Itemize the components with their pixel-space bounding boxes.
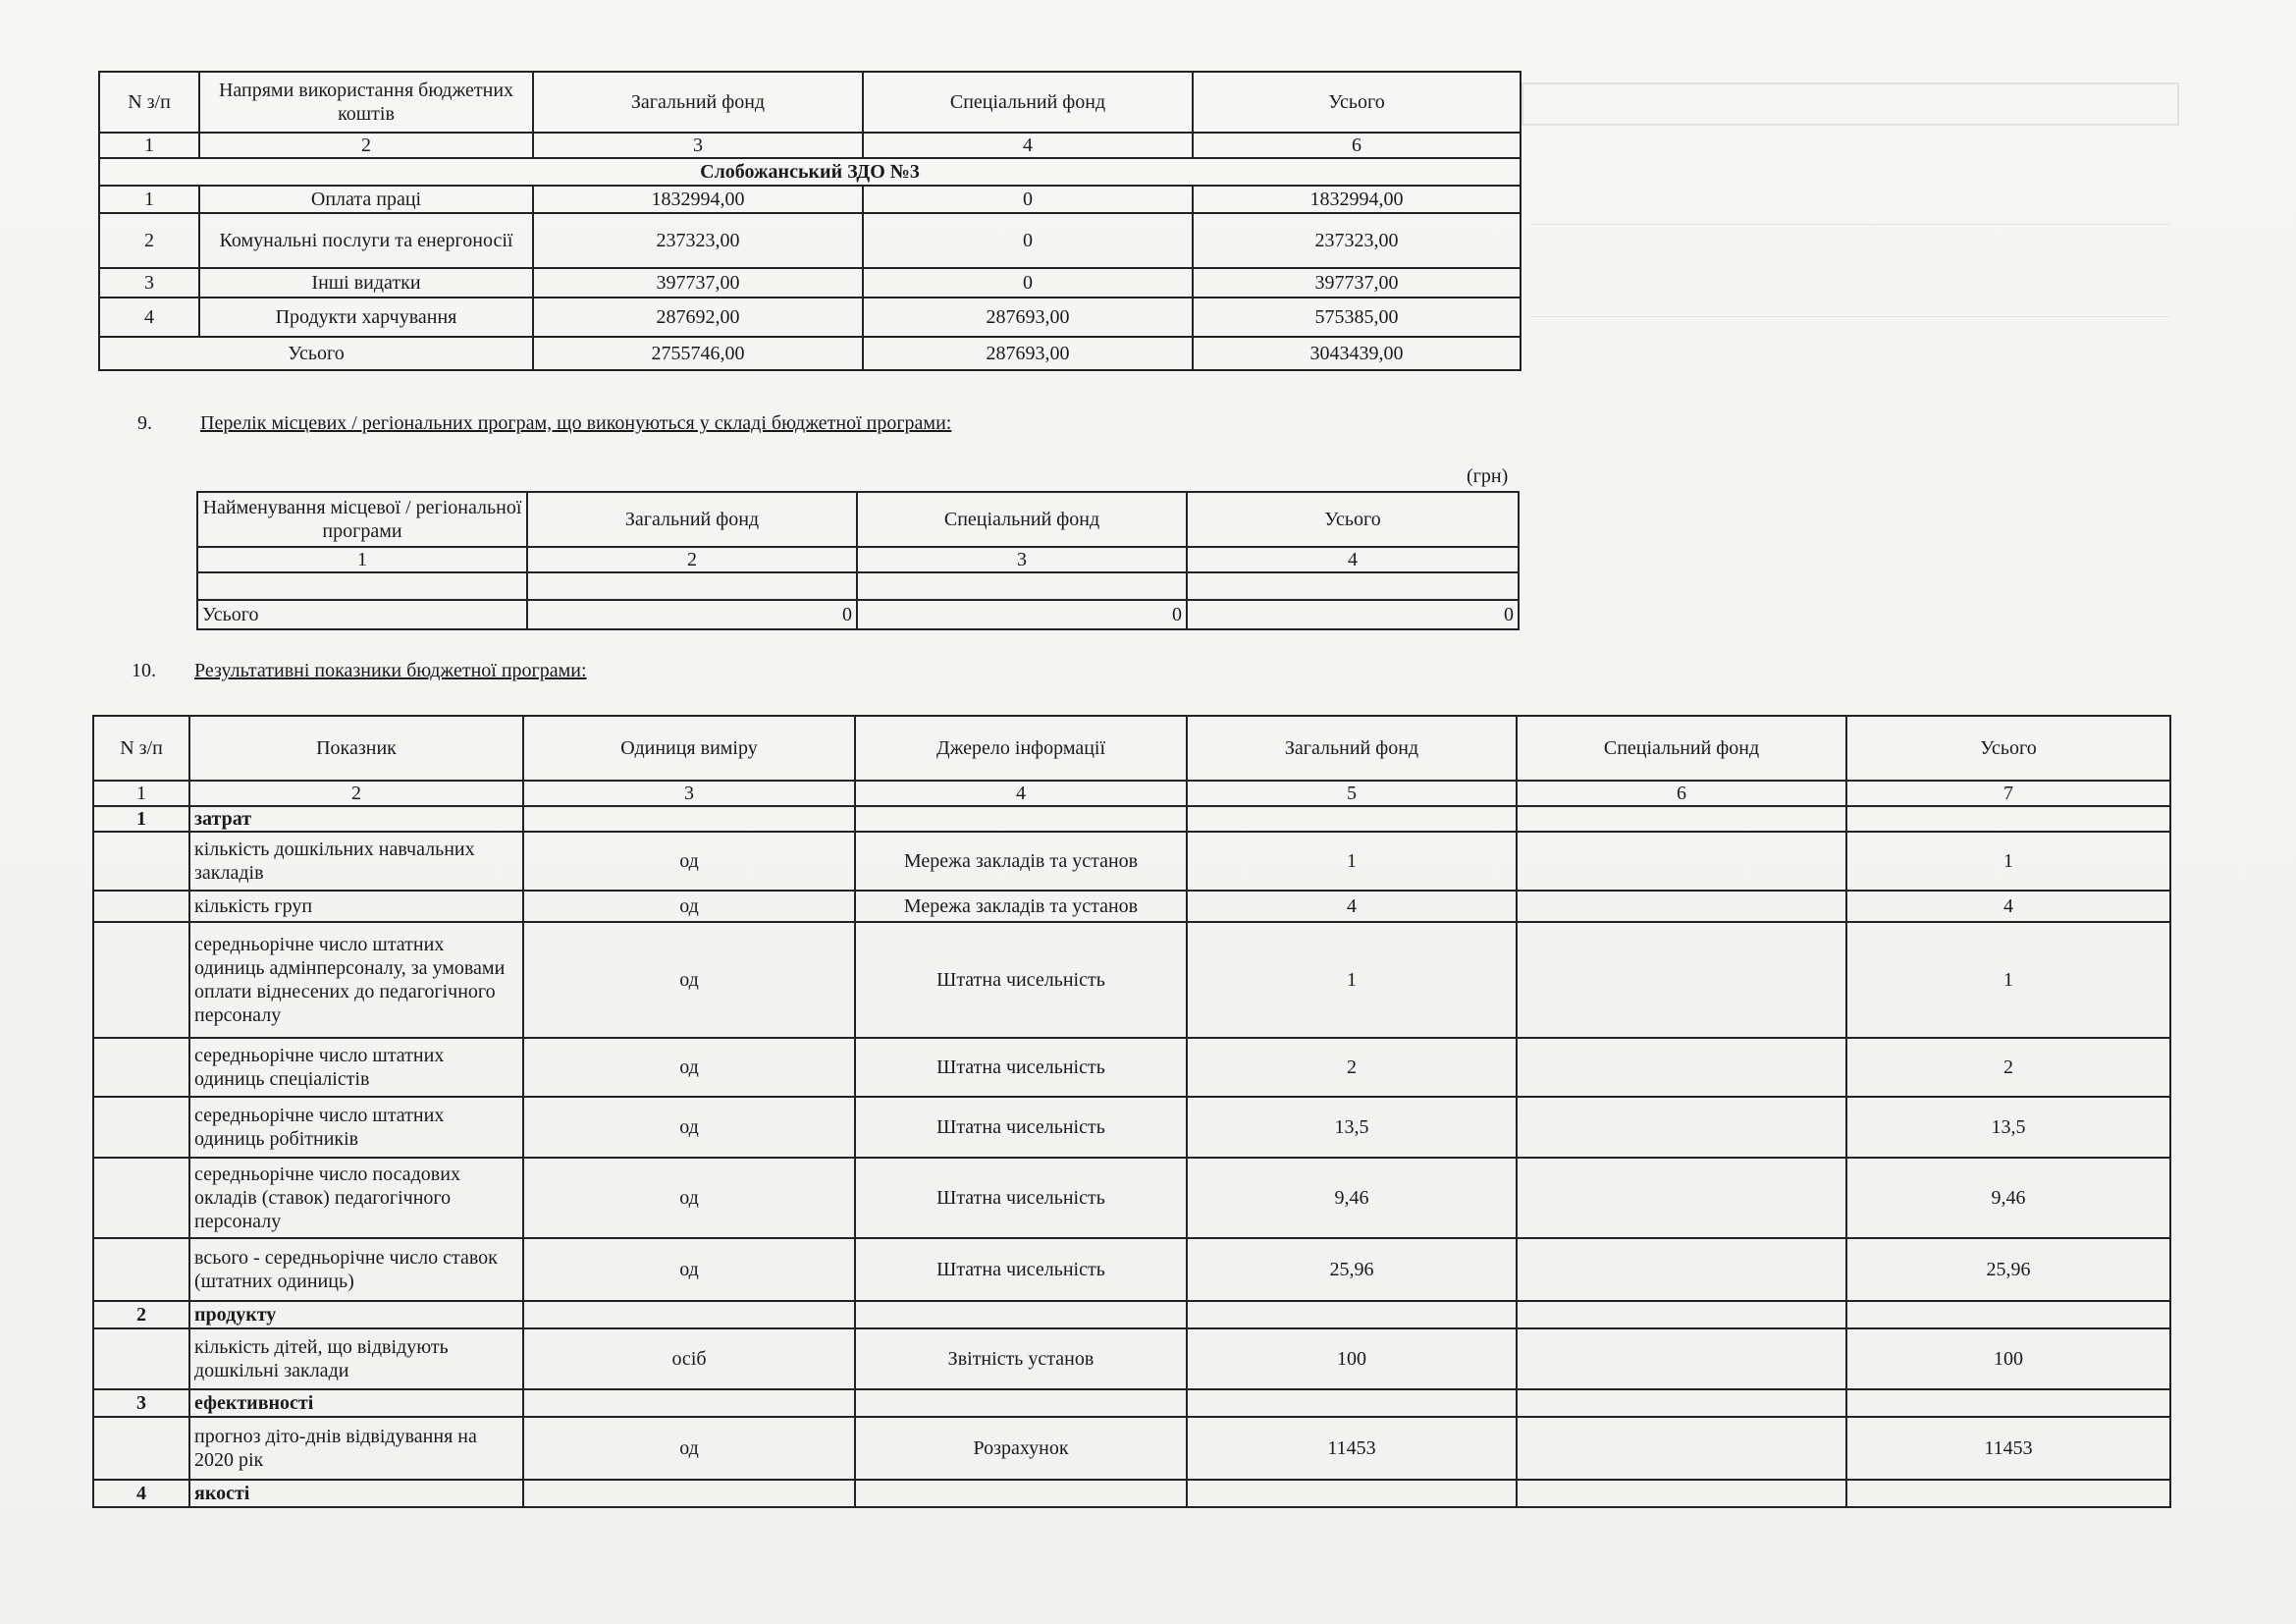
total-label: Усього <box>99 337 533 370</box>
indicator-name: середньорічне число штатних одиниць адмінперсоналу, за умовами оплати віднесених до педагогічного персоналу <box>189 922 523 1038</box>
col-number: 4 <box>1187 547 1519 572</box>
indicator-general-fund: 11453 <box>1187 1417 1517 1480</box>
indicator-general-fund: 4 <box>1187 891 1517 922</box>
empty-cell <box>527 572 857 600</box>
indicator-unit: од <box>523 832 855 891</box>
indicator-general-fund: 2 <box>1187 1038 1517 1097</box>
indicator-name: середньорічне число штатних одиниць робітників <box>189 1097 523 1158</box>
row-special-fund: 0 <box>863 186 1193 213</box>
empty-cell <box>1846 806 2170 832</box>
empty-cell <box>1187 1389 1517 1417</box>
row-special-fund: 287693,00 <box>863 298 1193 337</box>
indicator-general-fund: 100 <box>1187 1328 1517 1389</box>
empty-cell <box>523 806 855 832</box>
col-header: Спеціальний фонд <box>1517 716 1846 781</box>
row-total: 397737,00 <box>1193 268 1521 298</box>
col-number: 2 <box>189 781 523 806</box>
indicator-source: Штатна чисельність <box>855 922 1187 1038</box>
row-total: 1832994,00 <box>1193 186 1521 213</box>
empty-cell <box>523 1480 855 1507</box>
empty-cell <box>93 1238 189 1301</box>
indicator-total: 1 <box>1846 832 2170 891</box>
empty-cell <box>523 1389 855 1417</box>
indicator-source: Штатна чисельність <box>855 1097 1187 1158</box>
empty-cell <box>855 1480 1187 1507</box>
indicator-unit: од <box>523 1158 855 1238</box>
indicator-total: 13,5 <box>1846 1097 2170 1158</box>
empty-cell <box>93 1097 189 1158</box>
indicator-general-fund: 9,46 <box>1187 1158 1517 1238</box>
row-total: 237323,00 <box>1193 213 1521 268</box>
indicator-source: Мережа закладів та установ <box>855 832 1187 891</box>
indicator-name: прогноз діто-днів відвідування на 2020 рік <box>189 1417 523 1480</box>
indicator-total: 2 <box>1846 1038 2170 1097</box>
col-header: Загальний фонд <box>1187 716 1517 781</box>
indicator-special-fund <box>1517 1328 1846 1389</box>
indicator-special-fund <box>1517 832 1846 891</box>
indicator-name: середньорічне число посадових окладів (ставок) педагогічного персоналу <box>189 1158 523 1238</box>
indicator-unit: од <box>523 922 855 1038</box>
empty-cell <box>93 832 189 891</box>
indicator-name: всього - середньорічне число ставок (штатних одиниць) <box>189 1238 523 1301</box>
indicator-name: середньорічне число штатних одиниць спеціалістів <box>189 1038 523 1097</box>
row-number: 3 <box>99 268 199 298</box>
col-header: Усього <box>1846 716 2170 781</box>
indicator-special-fund <box>1517 922 1846 1038</box>
empty-cell <box>1846 1480 2170 1507</box>
indicator-total: 1 <box>1846 922 2170 1038</box>
empty-cell <box>93 891 189 922</box>
col-number: 4 <box>863 133 1193 158</box>
bleed-through-ghost <box>1522 82 2179 126</box>
indicator-source: Штатна чисельність <box>855 1038 1187 1097</box>
currency-unit: (грн) <box>1467 465 1509 487</box>
section-title: Перелік місцевих / регіональних програм, що виконуються у складі бюджетної програми: <box>200 412 952 434</box>
indicator-source: Розрахунок <box>855 1417 1187 1480</box>
empty-cell <box>855 1389 1187 1417</box>
group-number: 1 <box>93 806 189 832</box>
col-header: Напрями використання бюджетних коштів <box>199 72 533 133</box>
col-number: 3 <box>533 133 863 158</box>
indicator-total: 11453 <box>1846 1417 2170 1480</box>
col-header: Джерело інформації <box>855 716 1187 781</box>
indicator-unit: од <box>523 1238 855 1301</box>
empty-cell <box>1517 1389 1846 1417</box>
col-header: Загальний фонд <box>533 72 863 133</box>
indicator-name: кількість груп <box>189 891 523 922</box>
row-special-fund: 0 <box>863 213 1193 268</box>
empty-cell <box>93 922 189 1038</box>
indicator-name: кількість дошкільних навчальних закладів <box>189 832 523 891</box>
empty-cell <box>1846 1389 2170 1417</box>
indicator-unit: од <box>523 1417 855 1480</box>
empty-cell <box>523 1301 855 1328</box>
row-general-fund: 287692,00 <box>533 298 863 337</box>
empty-cell <box>1517 806 1846 832</box>
row-general-fund: 1832994,00 <box>533 186 863 213</box>
indicator-unit: од <box>523 891 855 922</box>
indicator-general-fund: 1 <box>1187 832 1517 891</box>
row-name: Продукти харчування <box>199 298 533 337</box>
col-header: Усього <box>1193 72 1521 133</box>
bleed-through-ghost-line <box>1531 224 2169 225</box>
row-name: Інші видатки <box>199 268 533 298</box>
col-header: Показник <box>189 716 523 781</box>
indicator-general-fund: 25,96 <box>1187 1238 1517 1301</box>
indicator-source: Мережа закладів та установ <box>855 891 1187 922</box>
total-special-fund: 287693,00 <box>863 337 1193 370</box>
row-name: Оплата праці <box>199 186 533 213</box>
indicator-unit: осіб <box>523 1328 855 1389</box>
section-number: 10. <box>132 660 156 681</box>
empty-cell <box>855 1301 1187 1328</box>
section-title: Результативні показники бюджетної програми: <box>194 660 587 681</box>
empty-cell <box>93 1158 189 1238</box>
col-number: 1 <box>99 133 199 158</box>
row-general-fund: 397737,00 <box>533 268 863 298</box>
indicator-special-fund <box>1517 1417 1846 1480</box>
total-special-fund: 0 <box>857 600 1187 629</box>
col-header: Усього <box>1187 492 1519 547</box>
performance-indicators-table <box>92 715 2171 1508</box>
col-number: 1 <box>93 781 189 806</box>
empty-cell <box>93 1328 189 1389</box>
row-total: 575385,00 <box>1193 298 1521 337</box>
col-number: 1 <box>197 547 527 572</box>
col-header: Загальний фонд <box>527 492 857 547</box>
col-header: Одиниця виміру <box>523 716 855 781</box>
row-number: 4 <box>99 298 199 337</box>
empty-cell <box>197 572 527 600</box>
indicator-source: Звітність установ <box>855 1328 1187 1389</box>
indicator-total: 25,96 <box>1846 1238 2170 1301</box>
section-number: 9. <box>137 412 152 434</box>
indicator-special-fund <box>1517 1158 1846 1238</box>
indicator-name: кількість дітей, що відвідують дошкільні заклади <box>189 1328 523 1389</box>
col-number: 3 <box>523 781 855 806</box>
empty-cell <box>1517 1480 1846 1507</box>
group-number: 2 <box>93 1301 189 1328</box>
group-name: затрат <box>189 806 523 832</box>
row-special-fund: 0 <box>863 268 1193 298</box>
empty-cell <box>1187 1480 1517 1507</box>
col-header: Спеціальний фонд <box>857 492 1187 547</box>
col-number: 6 <box>1193 133 1521 158</box>
col-header: Спеціальний фонд <box>863 72 1193 133</box>
col-number: 6 <box>1517 781 1846 806</box>
regional-programs-table <box>196 491 1520 630</box>
budget-directions-table <box>98 71 1522 371</box>
empty-cell <box>1187 806 1517 832</box>
indicator-total: 4 <box>1846 891 2170 922</box>
group-name: ефективності <box>189 1389 523 1417</box>
group-name: продукту <box>189 1301 523 1328</box>
col-number: 2 <box>199 133 533 158</box>
bleed-through-ghost-line <box>1531 316 2169 317</box>
indicator-general-fund: 13,5 <box>1187 1097 1517 1158</box>
empty-cell <box>855 806 1187 832</box>
col-number: 3 <box>857 547 1187 572</box>
col-number: 2 <box>527 547 857 572</box>
col-number: 4 <box>855 781 1187 806</box>
indicator-special-fund <box>1517 1238 1846 1301</box>
row-number: 1 <box>99 186 199 213</box>
empty-cell <box>857 572 1187 600</box>
empty-cell <box>93 1417 189 1480</box>
group-number: 3 <box>93 1389 189 1417</box>
group-name: якості <box>189 1480 523 1507</box>
row-general-fund: 237323,00 <box>533 213 863 268</box>
empty-cell <box>1187 572 1519 600</box>
col-header: N з/п <box>99 72 199 133</box>
total-general-fund: 0 <box>527 600 857 629</box>
total-sum: 3043439,00 <box>1193 337 1521 370</box>
group-number: 4 <box>93 1480 189 1507</box>
total-label: Усього <box>197 600 527 629</box>
empty-cell <box>1846 1301 2170 1328</box>
indicator-special-fund <box>1517 891 1846 922</box>
indicator-special-fund <box>1517 1097 1846 1158</box>
col-number: 5 <box>1187 781 1517 806</box>
empty-cell <box>1187 1301 1517 1328</box>
indicator-unit: од <box>523 1038 855 1097</box>
empty-cell <box>1517 1301 1846 1328</box>
col-header: Найменування місцевої / регіональної програми <box>197 492 527 547</box>
indicator-special-fund <box>1517 1038 1846 1097</box>
indicator-total: 9,46 <box>1846 1158 2170 1238</box>
row-number: 2 <box>99 213 199 268</box>
section-title: Слобожанський ЗДО №3 <box>99 158 1521 186</box>
indicator-general-fund: 1 <box>1187 922 1517 1038</box>
indicator-total: 100 <box>1846 1328 2170 1389</box>
row-name: Комунальні послуги та енергоносії <box>199 213 533 268</box>
total-general-fund: 2755746,00 <box>533 337 863 370</box>
indicator-source: Штатна чисельність <box>855 1158 1187 1238</box>
total-sum: 0 <box>1187 600 1519 629</box>
col-header: N з/п <box>93 716 189 781</box>
col-number: 7 <box>1846 781 2170 806</box>
empty-cell <box>93 1038 189 1097</box>
indicator-unit: од <box>523 1097 855 1158</box>
indicator-source: Штатна чисельність <box>855 1238 1187 1301</box>
